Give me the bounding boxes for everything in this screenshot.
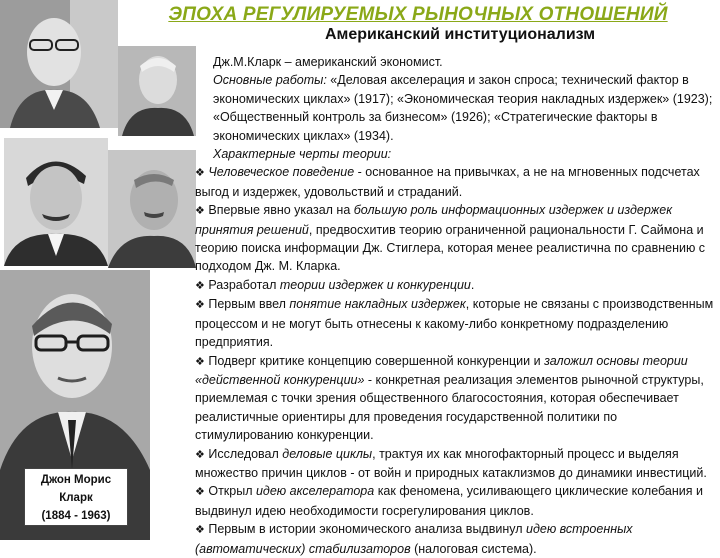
bullet-workable-competition [195, 352, 715, 445]
bullet-cost-theory [195, 276, 715, 295]
intro-paragraph: Дж.М.Кларк – американский экономист. [213, 55, 443, 69]
portrait-photo-3 [4, 138, 108, 266]
bullet-information-costs-start: Впервые явно указал на [208, 203, 354, 218]
body-text [195, 53, 715, 558]
bullet-accelerator-em: идею акселератора [255, 484, 375, 499]
bullet-cost-theory-start: Разработал [208, 277, 280, 292]
bullet-behavior [195, 163, 715, 201]
bullet-business-cycles [195, 445, 715, 483]
diamond-bullet-icon: ❖ [195, 299, 205, 312]
bullet-behavior-em: Человеческое поведение [208, 165, 355, 180]
bullet-stabilizers-start: Первым в истории экономического анализа выдвинул [208, 522, 526, 537]
portrait-photo-1 [0, 0, 118, 128]
bullet-overhead-start: Первым ввел [208, 297, 290, 312]
bullet-overhead-costs [195, 295, 715, 351]
diamond-bullet-icon: ❖ [195, 279, 205, 292]
caption-years: (1884 - 1963) [41, 510, 111, 522]
caption-name-first: Джон Морис [40, 474, 112, 486]
diamond-bullet-icon: ❖ [195, 205, 205, 218]
bullet-competition-text: - конкретная реализация элементов рыночной структуры, приемлемая с точки зрения общественного благосостояния, которая обеспечивает реалистичные ориентиры для проведения государственной политики по стимулированию конкуренции. [195, 372, 704, 443]
bullet-cycles-start: Исследовал [208, 446, 283, 461]
diamond-bullet-icon: ❖ [195, 167, 205, 180]
diamond-bullet-icon: ❖ [195, 524, 205, 537]
portrait-caption [24, 468, 128, 526]
bullet-behavior-text: - основанное на привычках, а не на мгновенных подсчетах выгод и издержек, удовольствий и страданий. [195, 165, 700, 199]
slide-title: ЭПОХА РЕГУЛИРУЕМЫХ РЫНОЧНЫХ ОТНОШЕНИЙ [168, 4, 668, 25]
diamond-bullet-icon: ❖ [195, 355, 205, 368]
features-label: Характерные черты теории: [213, 147, 392, 162]
works-label: Основные работы: [213, 73, 327, 88]
bullet-cost-theory-end: . [470, 277, 475, 292]
diamond-bullet-icon: ❖ [195, 486, 205, 499]
works-text: «Деловая акселерация и закон спроса; технический фактор в экономических циклах» (1917); «Экономическая теория накладных издержек» (1923); «Общественный контроль за бизнесом» (1926); «Стратегические факторы в экономических циклах» (1934). [213, 73, 713, 143]
slide-subtitle: Американский институционализм [324, 26, 596, 43]
bullet-competition-em: заложил основы теории «действенной конкуренции» [195, 353, 688, 387]
works-paragraph [195, 71, 715, 145]
portrait-photo-4 [108, 150, 196, 268]
diamond-bullet-icon: ❖ [195, 448, 205, 461]
bullet-cycles-text: , трактуя их как многофакторный процесс и выделяя множество причин циклов - от войн и природных катаклизмов до динамики инвестиций. [195, 446, 707, 480]
bullet-information-costs [195, 201, 715, 276]
bullet-cost-theory-em: теории издержек и конкуренции [279, 277, 471, 292]
bullet-information-costs-text: , предвосхитив теорию ограниченной рациональности Г. Саймона и теорию поиска информации Дж. Стиглера, которая менее реалистична по сравнению с подходом Дж. М. Кларка. [195, 222, 706, 274]
bullet-stabilizers-text: (налоговая система). [410, 541, 537, 556]
bullet-accelerator [195, 482, 715, 520]
bullet-stabilizers-em: идею встроенных (автоматических) стабилизаторов [195, 522, 633, 556]
bullet-stabilizers [195, 520, 715, 558]
bullet-overhead-em: понятие накладных издержек [289, 297, 466, 312]
bullet-competition-start: Подверг критике концепцию совершенной конкуренции и [208, 353, 545, 368]
caption-name-last: Кларк [59, 492, 93, 504]
bullet-overhead-text: , которые не связаны с производственным процессом и не могут быть отнесены к какому-либо конкретному подразделению предприятия. [195, 297, 714, 350]
bullet-accelerator-start: Открыл [208, 484, 256, 499]
bullet-accelerator-text: как феномена, усиливающего циклические колебания и выдвинул идею необходимости госрегулирования циклов. [195, 484, 703, 518]
bullet-information-costs-em: большую роль информационных издержек и издержек принятия решений [195, 203, 673, 237]
portrait-photo-2 [118, 46, 196, 136]
bullet-cycles-em: деловые циклы [282, 446, 373, 461]
